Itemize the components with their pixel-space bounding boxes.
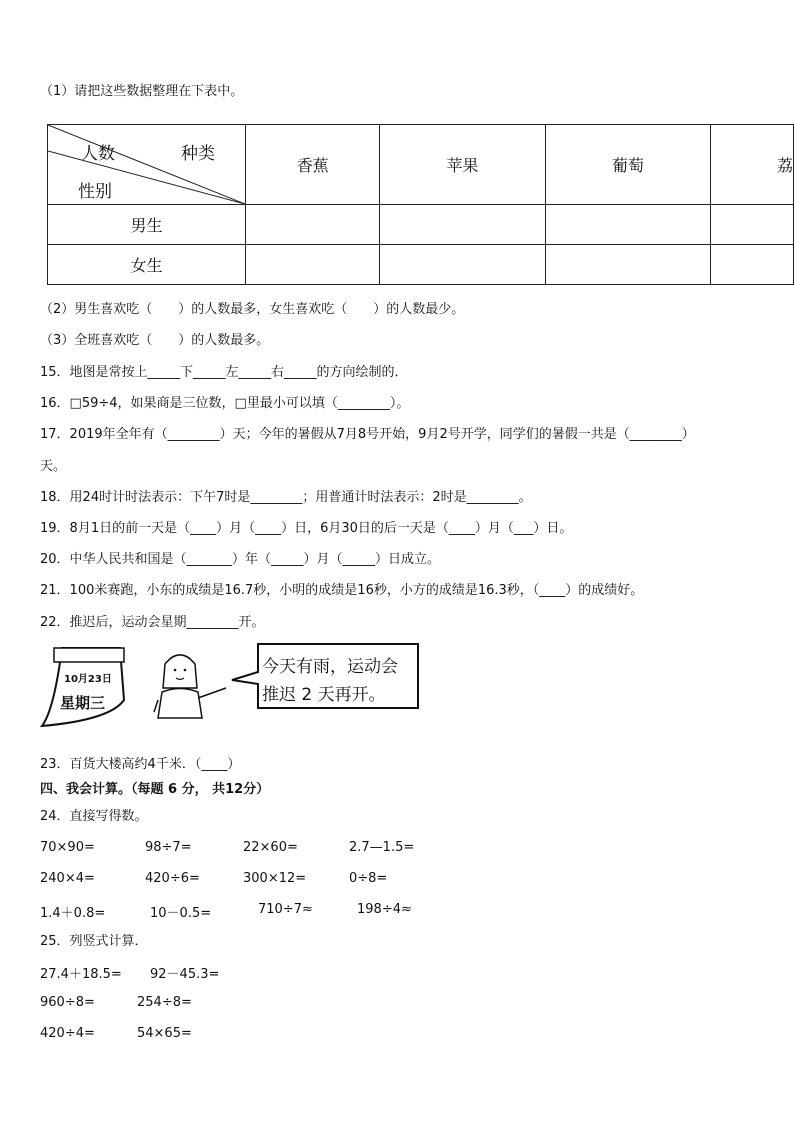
speech-bubble-line-2: 推迟 2 天再开。 xyxy=(262,685,386,705)
calc-item: 2.7—1.5= xyxy=(349,840,415,855)
question-17: 17．2019年全年有（________）天；今年的暑假从7月8号开始，9月2号开学，同学们的暑假一共是（________） xyxy=(40,427,695,442)
question-17-cont: 天。 xyxy=(40,459,67,474)
table-row-label: 女生 xyxy=(48,245,246,285)
table-cell[interactable] xyxy=(380,245,545,285)
calc-item: 70×90= xyxy=(40,840,95,855)
table-cell[interactable] xyxy=(545,245,710,285)
calc-item: 98÷7= xyxy=(145,840,192,855)
calc-item: 300×12= xyxy=(243,871,307,886)
calc-item: 710÷7≈ xyxy=(258,902,313,917)
section-4-heading: 四、我会计算。（每题 6 分， 共12分） xyxy=(40,782,270,797)
calc-item: 960÷8= xyxy=(40,995,95,1010)
calendar-weekday: 星期三 xyxy=(60,694,106,712)
calc-item: 22×60= xyxy=(243,840,298,855)
question-16: 16．□59÷4，如果商是三位数，□里最小可以填（________）。 xyxy=(40,396,410,411)
question-22: 22．推迟后，运动会星期________开。 xyxy=(40,615,265,630)
calc-item: 1.4＋0.8= xyxy=(40,906,106,921)
calc-item: 254÷8= xyxy=(137,995,192,1010)
calc-item: 27.4＋18.5= xyxy=(40,967,122,982)
q14-part2: （2）男生喜欢吃（ ）的人数最多，女生喜欢吃（ ）的人数最少。 xyxy=(40,302,465,317)
table-col-header: 香蕉 xyxy=(246,125,380,205)
calc-item: 240×4= xyxy=(40,871,95,886)
illustration xyxy=(40,640,430,735)
table-col-header: 荔 xyxy=(710,125,793,205)
table-cell[interactable] xyxy=(710,205,793,245)
question-23: 23．百货大楼高约4千米．（____） xyxy=(40,757,241,772)
calc-item: 0÷8= xyxy=(349,871,388,886)
header-row-label: 人数 xyxy=(81,144,115,164)
fruit-table xyxy=(47,124,794,285)
question-18: 18．用24时计时法表示：下午7时是________；用普通计时法表示：2时是________。 xyxy=(40,490,532,505)
calc-item: 10－0.5= xyxy=(150,906,212,921)
calc-item: 198÷4≈ xyxy=(357,902,412,917)
calc-item: 420÷4= xyxy=(40,1026,95,1041)
table-cell[interactable] xyxy=(246,245,380,285)
question-21: 21．100米赛跑，小东的成绩是16.7秒，小明的成绩是16秒，小方的成绩是16.3秒，（____）的成绩好。 xyxy=(40,583,644,598)
table-cell[interactable] xyxy=(710,245,793,285)
question-19: 19．8月1日的前一天是（____）月（____）日，6月30日的后一天是（____）月（___）日。 xyxy=(40,521,573,536)
table-cell[interactable] xyxy=(246,205,380,245)
calc-item: 420÷6= xyxy=(145,871,200,886)
speech-bubble-line-1: 今天有雨，运动会 xyxy=(262,657,398,677)
table-col-header: 苹果 xyxy=(380,125,545,205)
question-25: 25．列竖式计算． xyxy=(40,934,148,949)
table-row-label: 男生 xyxy=(48,205,246,245)
calendar-date: 10月23日 xyxy=(64,674,112,685)
q14-part1: （1）请把这些数据整理在下表中。 xyxy=(40,84,244,99)
table-diagonal-header xyxy=(48,125,246,205)
question-24: 24．直接写得数。 xyxy=(40,809,148,824)
header-bottom-label: 性别 xyxy=(78,182,112,202)
calc-item: 54×65= xyxy=(137,1026,192,1041)
q14-part3: （3）全班喜欢吃（ ）的人数最多。 xyxy=(40,333,270,348)
table-cell[interactable] xyxy=(380,205,545,245)
header-col-label: 种类 xyxy=(181,144,215,164)
table-cell[interactable] xyxy=(545,205,710,245)
question-15: 15．地图是常按上_____下_____左_____右_____的方向绘制的． xyxy=(40,365,408,380)
calc-item: 92－45.3= xyxy=(150,967,220,982)
question-20: 20．中华人民共和国是（_______）年（_____）月（_____）日成立。 xyxy=(40,552,441,567)
table-col-header: 葡萄 xyxy=(545,125,710,205)
